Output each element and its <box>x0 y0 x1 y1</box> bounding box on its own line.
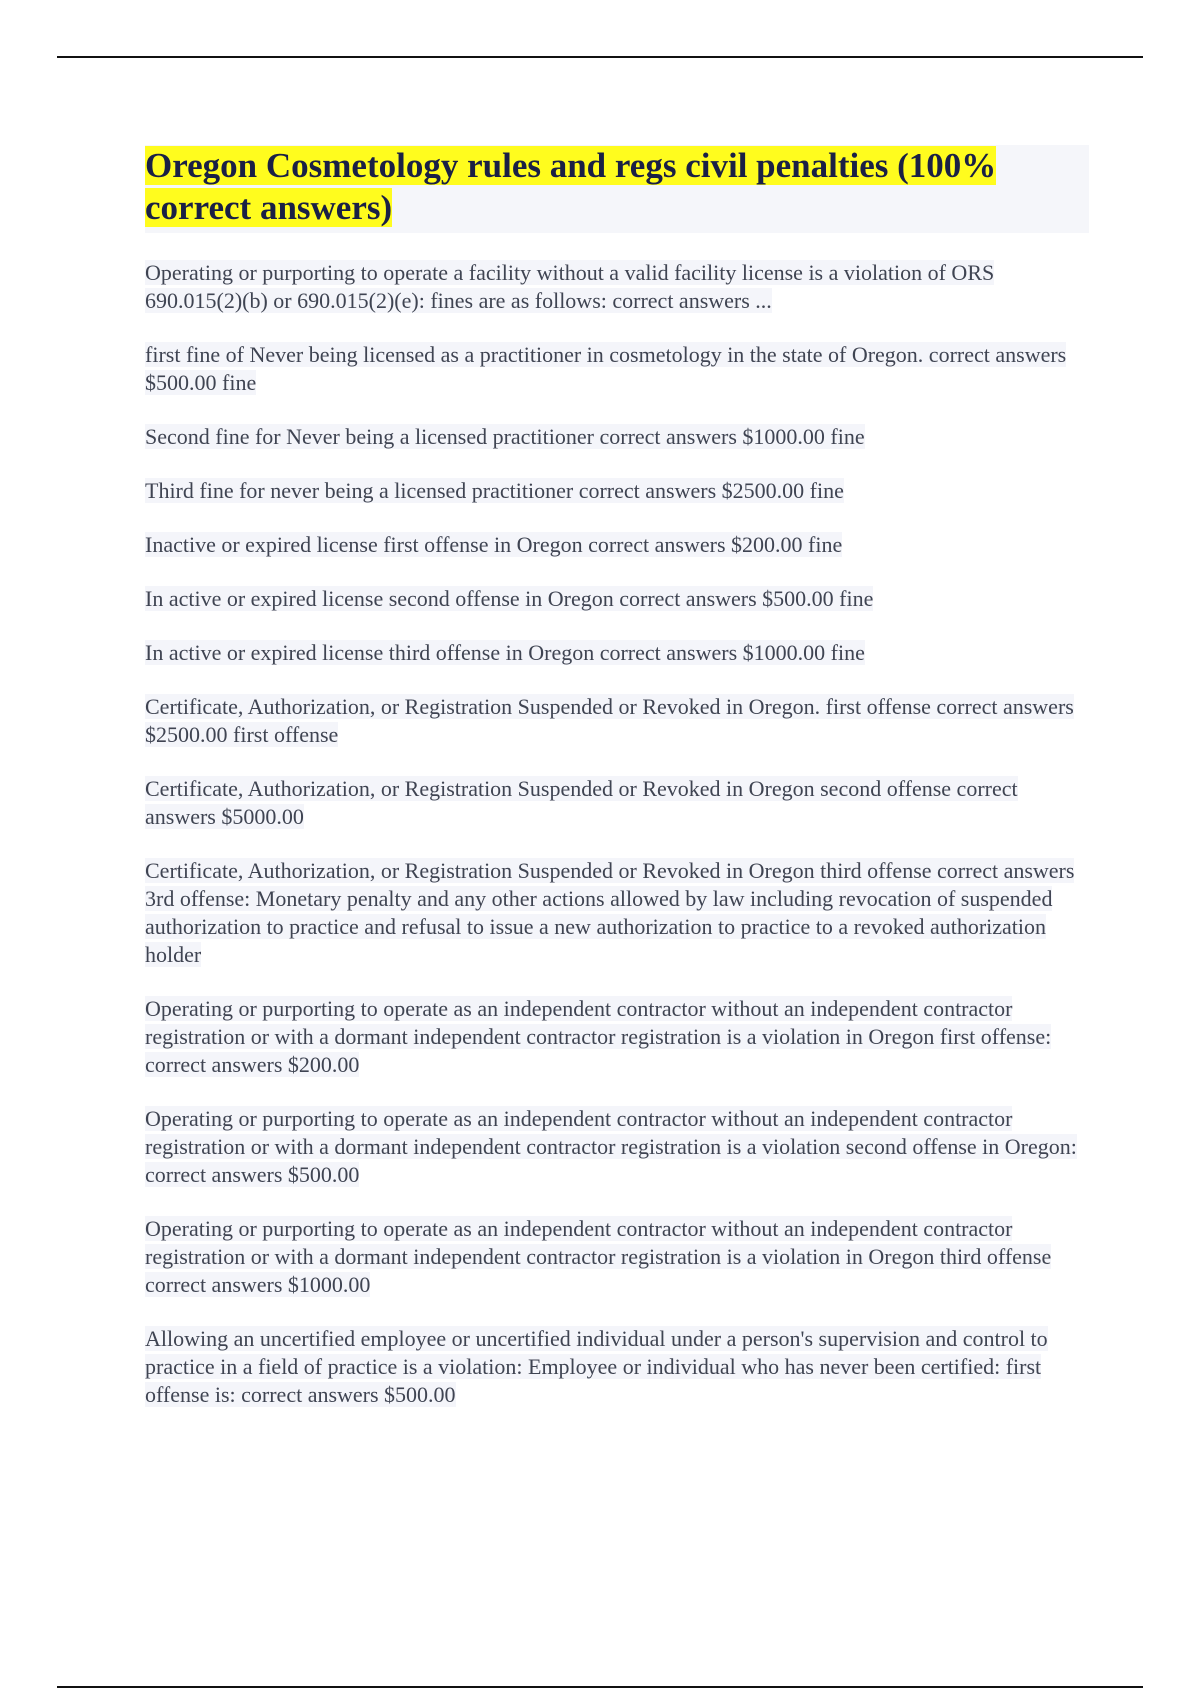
header-rule <box>57 56 1143 58</box>
qa-entry-text: Operating or purporting to operate as an independent contractor without an independent contractor registration or with a dormant independent contractor registration is a violation in Oregon first offense: correct answers $200.00 <box>145 996 1052 1077</box>
qa-entry-text: Operating or purporting to operate a facility without a valid facility license is a violation of ORS 690.015(2)(b) or 690.015(2)(e): fines are as follows: correct answers ... <box>145 260 995 313</box>
qa-entry-text: In active or expired license third offense in Oregon correct answers $1000.00 fine <box>145 640 865 665</box>
qa-entry-text: Certificate, Authorization, or Registration Suspended or Revoked in Oregon third offense correct answers 3rd offense: Monetary penalty and any other actions allowed by law including revocation of suspended authorization to practice and refusal to issue a new authorization to practice to a revoked authorization holder <box>145 858 1075 967</box>
qa-entry <box>145 341 1089 397</box>
document-title-text: Oregon Cosmetology rules and regs civil penalties (100% correct answers) <box>145 146 997 227</box>
qa-entry-text: Certificate, Authorization, or Registration Suspended or Revoked in Oregon. first offense correct answers $2500.00 first offense <box>145 694 1074 747</box>
qa-entry <box>145 531 1089 559</box>
qa-entry <box>145 259 1089 315</box>
qa-entry <box>145 693 1089 749</box>
qa-entry <box>145 639 1089 667</box>
title-block <box>145 145 1089 233</box>
qa-entry <box>145 423 1089 451</box>
qa-entry-text: Certificate, Authorization, or Registration Suspended or Revoked in Oregon second offense correct answers $5000.00 <box>145 776 1018 829</box>
qa-entry <box>145 477 1089 505</box>
qa-entry <box>145 857 1089 969</box>
qa-entry-text: first fine of Never being licensed as a practitioner in cosmetology in the state of Oregon. correct answers $500.00 fine <box>145 342 1067 395</box>
qa-entry-text: Operating or purporting to operate as an independent contractor without an independent contractor registration or with a dormant independent contractor registration is a violation in Oregon third offense correct answers $1000.00 <box>145 1216 1052 1297</box>
qa-entry-text: In active or expired license second offense in Oregon correct answers $500.00 fine <box>145 586 874 611</box>
qa-entry <box>145 1325 1089 1409</box>
footer-rule <box>57 1686 1143 1688</box>
qa-entry <box>145 585 1089 613</box>
document-body <box>145 145 1089 1435</box>
qa-entry <box>145 1215 1089 1299</box>
qa-entry-text: Operating or purporting to operate as an independent contractor without an independent contractor registration or with a dormant independent contractor registration is a violation second offense in Oregon: correct answers $500.00 <box>145 1106 1077 1187</box>
qa-entry <box>145 1105 1089 1189</box>
qa-entry-text: Allowing an uncertified employee or uncertified individual under a person's supervision and control to practice in a field of practice is a violation: Employee or individual who has never been certified: first offense is: correct answers $500.00 <box>145 1326 1048 1407</box>
qa-entry <box>145 775 1089 831</box>
qa-entry-text: Third fine for never being a licensed practitioner correct answers $2500.00 fine <box>145 478 844 503</box>
document-title <box>145 145 1089 229</box>
qa-entry <box>145 995 1089 1079</box>
qa-entry-text: Second fine for Never being a licensed practitioner correct answers $1000.00 fine <box>145 424 865 449</box>
qa-entry-text: Inactive or expired license first offense in Oregon correct answers $200.00 fine <box>145 532 843 557</box>
